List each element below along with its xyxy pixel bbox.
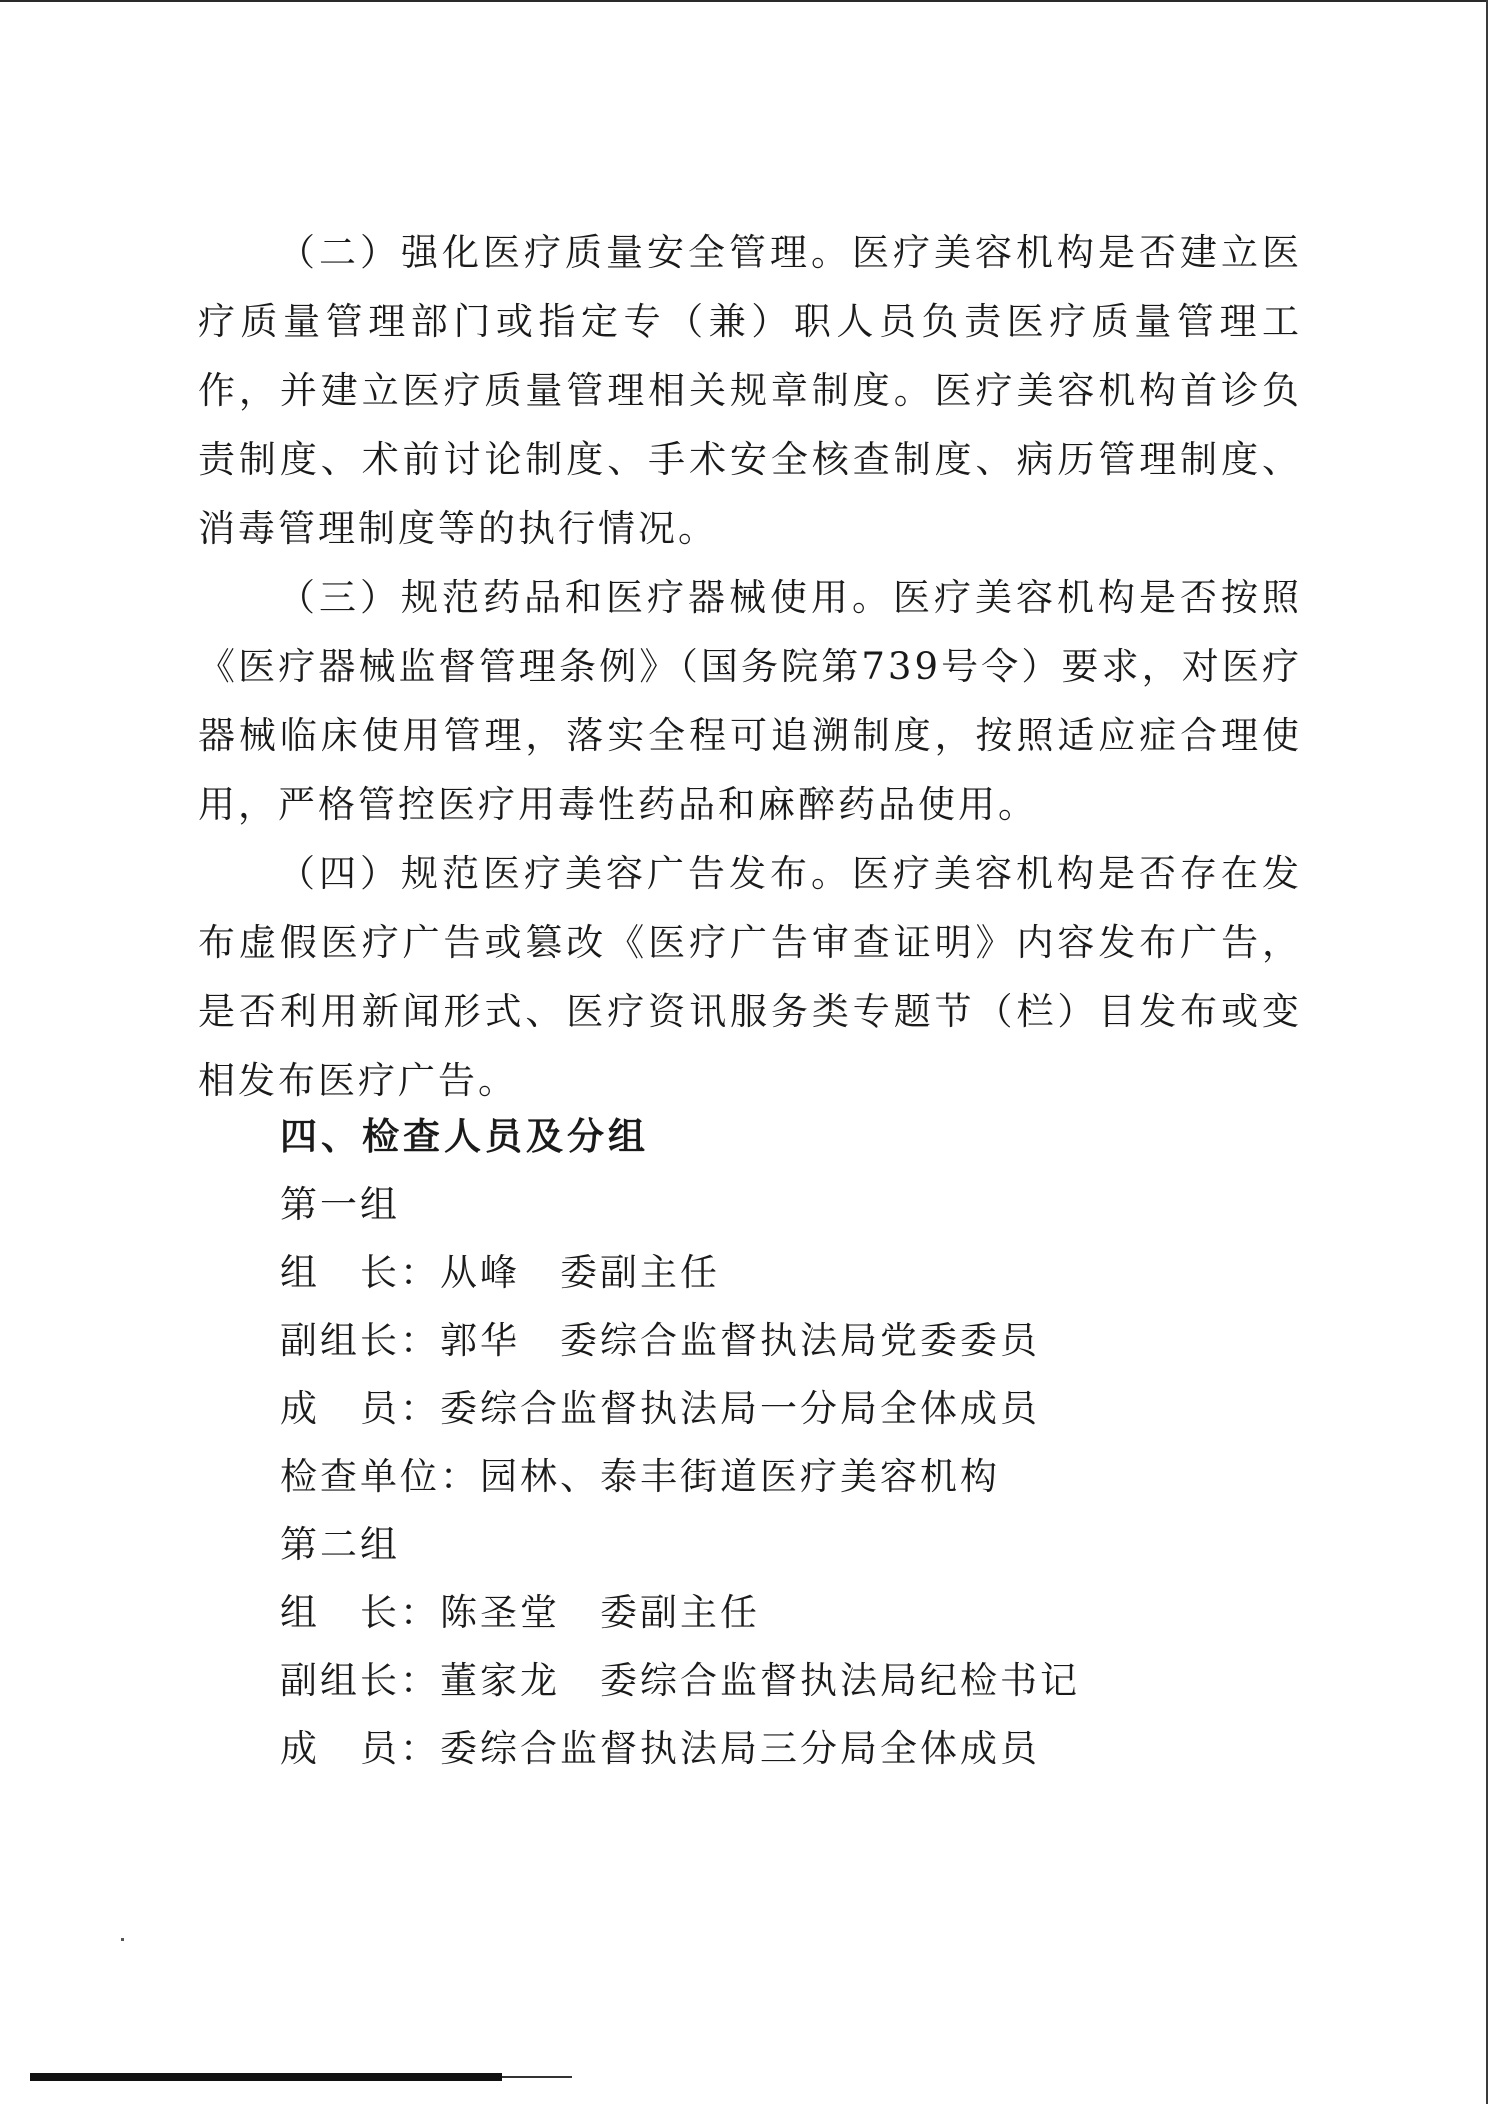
paragraph-drugs-devices: （三）规范药品和医疗器械使用。医疗美容机构是否按照《医疗器械监督管理条例》（国务院第739号令）要求，对医疗器械临床使用管理，落实全程可追溯制度，按照适应症合理使用，严格管控医疗用毒性药品和麻醉药品使用。	[198, 576, 1302, 826]
group-2-deputy: 副组长：董家龙 委综合监督执法局纪检书记	[280, 1659, 1080, 1702]
group-1-title: 第一组	[280, 1183, 400, 1226]
bottom-rule-tail	[502, 2076, 572, 2078]
paragraph-advertising: （四）规范医疗美容广告发布。医疗美容机构是否存在发布虚假医疗广告或篡改《医疗广告审查证明》内容发布广告，是否利用新闻形式、医疗资讯服务类专题节（栏）目发布或变相发布医疗广告。	[198, 852, 1302, 1102]
group-1-members: 成 员：委综合监督执法局一分局全体成员	[280, 1387, 1040, 1430]
scan-top-edge	[0, 0, 1488, 2]
group-2-title: 第二组	[280, 1523, 400, 1566]
group-2-members: 成 员：委综合监督执法局三分局全体成员	[280, 1727, 1040, 1770]
group-1-deputy: 副组长：郭华 委综合监督执法局党委委员	[280, 1319, 1040, 1362]
inspection-groups	[280, 1103, 1280, 1783]
scan-speck	[121, 1938, 124, 1941]
body-paragraphs	[198, 218, 1302, 1115]
section-heading: 四、检查人员及分组	[280, 1115, 649, 1158]
group-1-leader: 组 长：从峰 委副主任	[280, 1251, 720, 1294]
bottom-rule	[30, 2073, 502, 2081]
group-2-leader: 组 长：陈圣堂 委副主任	[280, 1591, 760, 1634]
paragraph-quality-management: （二）强化医疗质量安全管理。医疗美容机构是否建立医疗质量管理部门或指定专（兼）职人员负责医疗质量管理工作，并建立医疗质量管理相关规章制度。医疗美容机构首诊负责制度、术前讨论制度、手术安全核查制度、病历管理制度、消毒管理制度等的执行情况。	[198, 231, 1302, 550]
group-1-units: 检查单位：园林、泰丰街道医疗美容机构	[280, 1455, 1000, 1498]
